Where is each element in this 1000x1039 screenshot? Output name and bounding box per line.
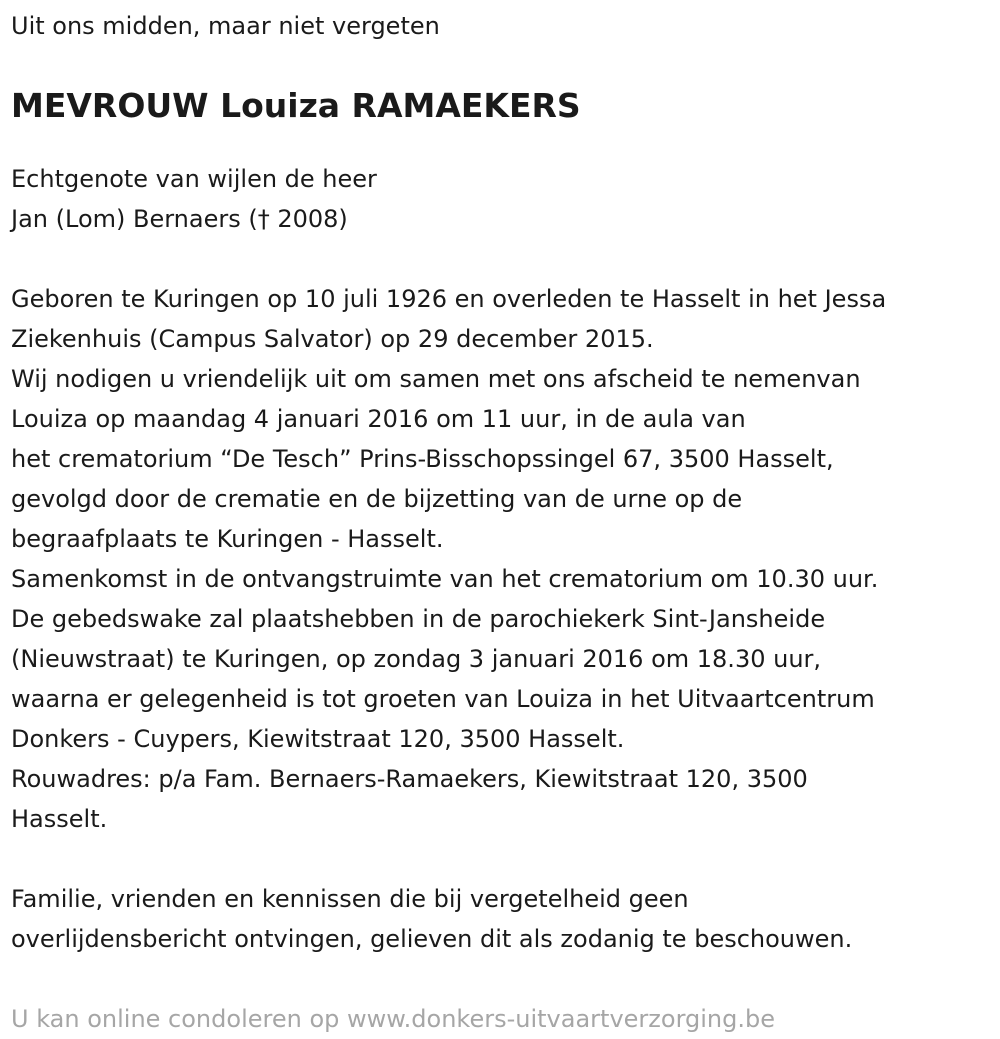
spouse-line-1: Echtgenote van wijlen de heer bbox=[11, 165, 377, 193]
spacer bbox=[11, 239, 1000, 279]
body-line: Rouwadres: p/a Fam. Bernaers-Ramaekers, Kiewitstraat 120, 3500 bbox=[11, 765, 808, 793]
body-line: waarna er gelegenheid is tot groeten van Louiza in het Uitvaartcentrum bbox=[11, 685, 875, 713]
closing-line: overlijdensbericht ontvingen, gelieven dit als zodanig te beschouwen. bbox=[11, 925, 853, 953]
body-line: gevolgd door de crematie en de bijzetting van de urne op de bbox=[11, 485, 743, 513]
body-paragraph bbox=[11, 279, 1000, 839]
body-line: (Nieuwstraat) te Kuringen, op zondag 3 januari 2016 om 18.30 uur, bbox=[11, 645, 822, 673]
deceased-name: MEVROUW Louiza RAMAEKERS bbox=[11, 86, 581, 125]
intro-text: Uit ons midden, maar niet vergeten bbox=[11, 12, 440, 40]
condolence-footer: U kan online condoleren op www.donkers-uitvaartverzorging.be bbox=[11, 1005, 775, 1033]
spacer bbox=[11, 839, 1000, 879]
spouse-line-2: Jan (Lom) Bernaers († 2008) bbox=[11, 205, 348, 233]
closing-paragraph bbox=[11, 879, 1000, 959]
body-line: het crematorium “De Tesch” Prins-Bisschopssingel 67, 3500 Hasselt, bbox=[11, 445, 834, 473]
spacer bbox=[11, 959, 1000, 999]
body-line: Wij nodigen u vriendelijk uit om samen met ons afscheid te nemenvan bbox=[11, 365, 861, 393]
body-line: Ziekenhuis (Campus Salvator) op 29 december 2015. bbox=[11, 325, 654, 353]
body-line: Geboren te Kuringen op 10 juli 1926 en overleden te Hasselt in het Jessa bbox=[11, 285, 887, 313]
body-line: Hasselt. bbox=[11, 805, 108, 833]
body-line: begraafplaats te Kuringen - Hasselt. bbox=[11, 525, 444, 553]
body-line: Louiza op maandag 4 januari 2016 om 11 uur, in de aula van bbox=[11, 405, 746, 433]
body-line: Samenkomst in de ontvangstruimte van het crematorium om 10.30 uur. bbox=[11, 565, 879, 593]
body-line: De gebedswake zal plaatshebben in de parochiekerk Sint-Jansheide bbox=[11, 605, 826, 633]
body-line: Donkers - Cuypers, Kiewitstraat 120, 3500 Hasselt. bbox=[11, 725, 625, 753]
closing-line: Familie, vrienden en kennissen die bij vergetelheid geen bbox=[11, 885, 689, 913]
